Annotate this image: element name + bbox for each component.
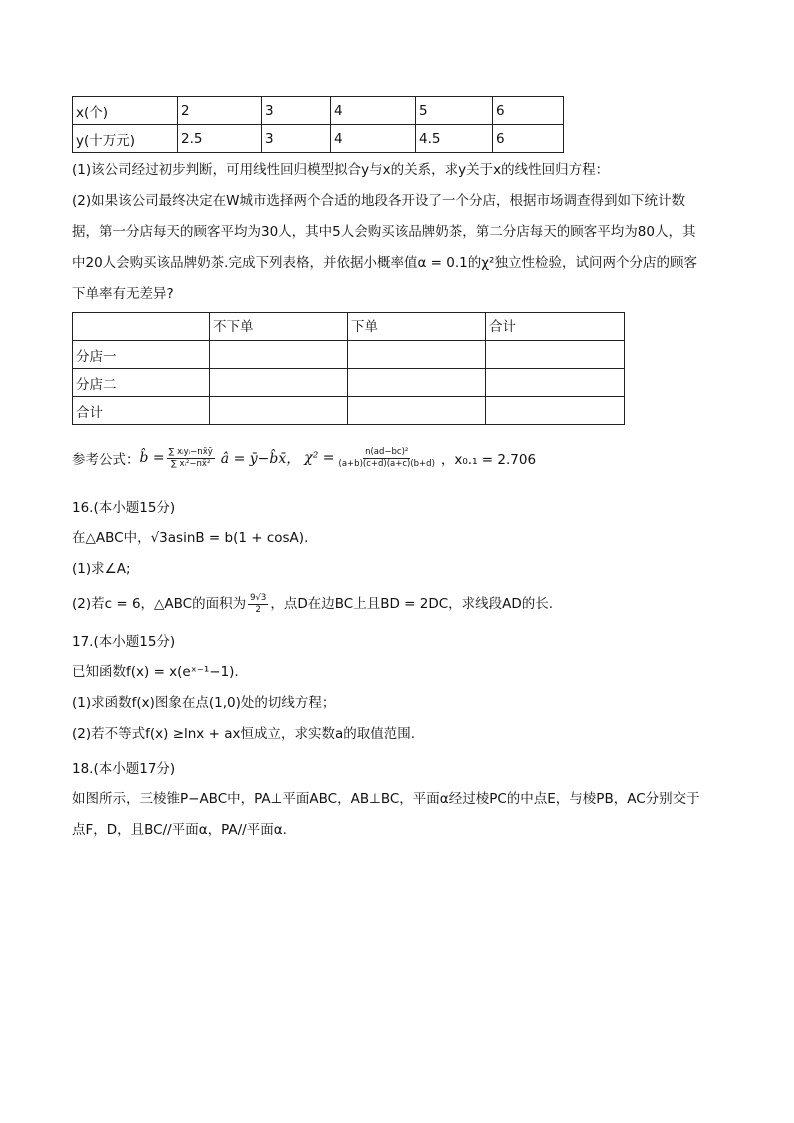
table-header-cell: 不下单 xyxy=(210,313,348,341)
empty-cell xyxy=(210,397,348,425)
table-header-cell: 下单 xyxy=(348,313,486,341)
empty-cell xyxy=(348,397,486,425)
row-label: 分店二 xyxy=(73,369,210,397)
reference-formula xyxy=(72,427,724,489)
q17-heading: 17.(本小题15分) xyxy=(72,634,176,650)
q15-part2-line: (2)如果该公司最终决定在W城市选择两个合适的地段各开设了一个分店，根据市场调查得到如下统计数 xyxy=(72,193,685,209)
area-denominator: 2 xyxy=(255,604,261,615)
empty-cell xyxy=(348,369,486,397)
table-cell: 3 xyxy=(262,125,331,153)
q15-part2-line: 据，第一分店每天的顾客平均为30人，其中5人会购买该品牌奶茶，第二分店每天的顾客平均为80人，其 xyxy=(72,224,696,240)
b-hat-denominator: ∑ xᵢ²−nx̄² xyxy=(171,458,211,469)
formula-label: 参考公式： xyxy=(72,452,140,468)
table-header-cell xyxy=(73,313,210,341)
q15-parts xyxy=(72,155,724,310)
chi-square-fraction xyxy=(337,447,437,470)
table-header-cell: 合计 xyxy=(486,313,625,341)
q15-part2-line: 中20人会购买该品牌奶茶.完成下列表格，并依据小概率值α = 0.1的χ²独立性检验，试问两个分店的顾客 xyxy=(72,255,697,271)
q16-stem: 在△ABC中，√3asinB = b(1 + cosA). xyxy=(72,530,309,546)
empty-cell xyxy=(486,341,625,369)
table-cell: 4 xyxy=(331,125,416,153)
critical-value: ，x₀.₁ = 2.706 xyxy=(440,452,537,468)
data-table-xy xyxy=(72,96,564,153)
row-label-y: y(十万元) xyxy=(73,125,178,153)
q16-part1: (1)求∠A; xyxy=(72,561,131,577)
b-hat-fraction xyxy=(167,447,215,470)
table-row xyxy=(73,341,625,369)
document-page xyxy=(72,96,724,846)
empty-cell xyxy=(486,397,625,425)
q17-part1: (1)求函数f(x)图象在点(1,0)处的切线方程； xyxy=(72,695,336,711)
table-row xyxy=(73,397,625,425)
table-cell: 4 xyxy=(331,97,416,125)
empty-cell xyxy=(210,341,348,369)
q16-body xyxy=(72,523,724,623)
q18-line: 点F，D，且BC//平面α，PA//平面α. xyxy=(72,822,287,838)
chi-numerator: n(ad−bc)² xyxy=(365,446,409,457)
table-cell: 2.5 xyxy=(178,125,262,153)
area-fraction xyxy=(248,593,268,616)
table-cell: 6 xyxy=(493,97,564,125)
table-row xyxy=(73,97,564,125)
q18-body xyxy=(72,784,724,846)
row-label: 分店一 xyxy=(73,341,210,369)
q17-part2: (2)若不等式f(x) ≥lnx + ax恒成立，求实数a的取值范围. xyxy=(72,726,416,742)
row-label-x: x(个) xyxy=(73,97,178,125)
row-label: 合计 xyxy=(73,397,210,425)
empty-cell xyxy=(486,369,625,397)
q18-line: 如图所示，三棱锥P−ABC中，PA⊥平面ABC，AB⊥BC，平面α经过棱PC的中点E，与棱PB，AC分别交于 xyxy=(72,791,700,807)
q16-part2 xyxy=(72,585,724,623)
empty-cell xyxy=(348,341,486,369)
table-row xyxy=(73,369,625,397)
chi-square-symbol: χ² = xyxy=(304,450,335,466)
empty-cell xyxy=(210,369,348,397)
table-cell: 3 xyxy=(262,97,331,125)
q18-heading: 18.(本小题17分) xyxy=(72,761,176,777)
q15-part1: (1)该公司经过初步判断，可用线性回归模型拟合y与x的关系，求y关于x的线性回归方程： xyxy=(72,162,610,178)
q16-heading: 16.(本小题15分) xyxy=(72,500,176,516)
q17-body xyxy=(72,657,724,750)
table-row xyxy=(73,125,564,153)
table-cell: 2 xyxy=(178,97,262,125)
area-numerator: 9√3 xyxy=(250,592,267,603)
table-cell: 5 xyxy=(416,97,493,125)
contingency-table xyxy=(72,312,625,425)
b-hat-numerator: ∑ xᵢyᵢ−nx̄ȳ xyxy=(168,446,213,457)
a-hat-formula: â = ȳ−b̂x̄， xyxy=(220,451,301,467)
q15-part2-line: 下单率有无差异? xyxy=(72,286,174,302)
chi-denominator: (a+b)(c+d)(a+c)(b+d) xyxy=(338,458,435,469)
q16-part2-text: ，点D在边BC上且BD = 2DC，求线段AD的长. xyxy=(270,596,554,612)
table-header-row xyxy=(73,313,625,341)
q16-part2-text: (2)若c = 6，△ABC的面积为 xyxy=(72,596,247,612)
table-cell: 4.5 xyxy=(416,125,493,153)
table-cell: 6 xyxy=(493,125,564,153)
b-hat-symbol: b̂ = xyxy=(139,450,165,466)
q17-stem: 已知函数f(x) = x(eˣ⁻¹−1). xyxy=(72,664,239,680)
